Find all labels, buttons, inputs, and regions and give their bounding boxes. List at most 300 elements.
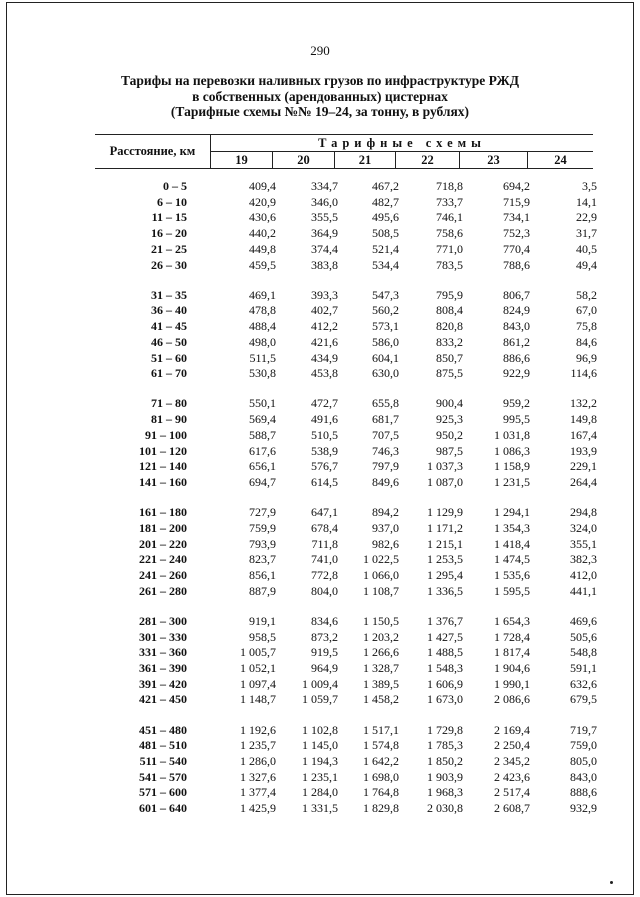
tariff-value-scheme-20: 1 331,5 bbox=[302, 801, 338, 815]
tariff-value-scheme-21: 849,6 bbox=[372, 474, 399, 489]
tariff-value-scheme-21: 1 517,1 bbox=[363, 722, 399, 737]
tariff-value-scheme-20: 1 235,1 bbox=[302, 769, 338, 784]
distance-range: 181 – 200 bbox=[139, 520, 187, 535]
tariff-value-scheme-22: 1 171,2 bbox=[427, 520, 463, 535]
table-row bbox=[7, 365, 634, 381]
distance-range: 141 – 160 bbox=[139, 474, 187, 489]
tariff-value-scheme-22: 1 129,9 bbox=[427, 505, 463, 520]
tariff-value-scheme-22: 1 673,0 bbox=[427, 692, 463, 707]
tariff-value-scheme-23: 1 990,1 bbox=[494, 676, 530, 691]
tariff-value-scheme-24: 22,9 bbox=[576, 210, 597, 225]
tariff-value-scheme-24: 264,4 bbox=[570, 474, 597, 489]
table-row bbox=[7, 769, 634, 785]
distance-range: 0 – 5 bbox=[163, 179, 187, 193]
table-row bbox=[7, 178, 634, 194]
tariff-value-scheme-22: 1 376,7 bbox=[427, 613, 463, 628]
tariff-value-scheme-20: 834,6 bbox=[311, 613, 338, 628]
tariff-value-scheme-22: 1 903,9 bbox=[427, 769, 463, 784]
tariff-value-scheme-22: 1 785,3 bbox=[427, 738, 463, 753]
tariff-value-scheme-23: 2 250,4 bbox=[494, 738, 530, 753]
title-line-3: (Тарифные схемы №№ 19–24, за тонну, в рублях) bbox=[170, 104, 470, 119]
distance-range: 61 – 70 bbox=[151, 366, 187, 381]
tariff-value-scheme-20: 1 009,4 bbox=[302, 676, 338, 691]
table-row bbox=[7, 318, 634, 334]
tariff-value-scheme-20: 711,8 bbox=[311, 536, 338, 551]
table-row bbox=[7, 629, 634, 645]
tariff-value-scheme-21: 586,0 bbox=[372, 334, 399, 349]
tariff-value-scheme-19: 550,1 bbox=[249, 396, 276, 411]
table-row bbox=[7, 443, 634, 459]
tariff-value-scheme-21: 1 574,8 bbox=[363, 738, 399, 753]
distance-range: 121 – 140 bbox=[139, 459, 187, 474]
table-row bbox=[7, 209, 634, 225]
tariff-schemes-header: Тарифные схемы bbox=[211, 135, 593, 152]
tariff-value-scheme-19: 1 286,0 bbox=[240, 753, 276, 768]
distance-range: 46 – 50 bbox=[151, 334, 187, 349]
tariff-value-scheme-19: 1 425,9 bbox=[240, 801, 276, 815]
tariff-value-scheme-19: 656,1 bbox=[249, 459, 276, 474]
tariff-value-scheme-24: 40,5 bbox=[576, 241, 597, 256]
tariff-value-scheme-20: 1 102,8 bbox=[302, 722, 338, 737]
tariff-value-scheme-21: 681,7 bbox=[372, 412, 399, 427]
tariff-value-scheme-22: 1 427,5 bbox=[427, 629, 463, 644]
table-row bbox=[7, 676, 634, 692]
distance-range: 301 – 330 bbox=[139, 629, 187, 644]
distance-range: 421 – 450 bbox=[139, 692, 187, 707]
tariff-value-scheme-21: 1 022,5 bbox=[363, 552, 399, 567]
tariff-value-scheme-22: 1 850,2 bbox=[427, 753, 463, 768]
tariff-value-scheme-22: 950,2 bbox=[436, 427, 463, 442]
tariff-value-scheme-22: 1 215,1 bbox=[427, 536, 463, 551]
tariff-value-scheme-19: 1 005,7 bbox=[240, 645, 276, 660]
tariff-value-scheme-24: 505,6 bbox=[570, 629, 597, 644]
tariff-value-scheme-20: 1 059,7 bbox=[302, 692, 338, 707]
tariff-value-scheme-21: 508,5 bbox=[372, 226, 399, 241]
tariff-value-scheme-20: 383,8 bbox=[311, 257, 338, 272]
tariff-value-scheme-20: 355,5 bbox=[311, 210, 338, 225]
distance-range: 481 – 510 bbox=[139, 738, 187, 753]
tariff-value-scheme-23: 770,4 bbox=[503, 241, 530, 256]
distance-range: 601 – 640 bbox=[139, 801, 187, 815]
distance-range: 6 – 10 bbox=[157, 194, 187, 209]
tariff-value-scheme-22: 1 488,5 bbox=[427, 645, 463, 660]
tariff-value-scheme-19: 449,8 bbox=[249, 241, 276, 256]
tariff-value-scheme-19: 511,5 bbox=[249, 350, 276, 365]
tariff-value-scheme-19: 478,8 bbox=[249, 303, 276, 318]
tariff-value-scheme-20: 334,7 bbox=[311, 179, 338, 193]
tariff-value-scheme-22: 820,8 bbox=[436, 319, 463, 334]
tariff-value-scheme-23: 1 418,4 bbox=[494, 536, 530, 551]
distance-range: 16 – 20 bbox=[151, 226, 187, 241]
tariff-value-scheme-23: 2 169,4 bbox=[494, 722, 530, 737]
tariff-value-scheme-24: 294,8 bbox=[570, 505, 597, 520]
tariff-value-scheme-20: 1 284,0 bbox=[302, 785, 338, 800]
tariff-value-scheme-20: 647,1 bbox=[311, 505, 338, 520]
table-row bbox=[7, 302, 634, 318]
tariff-value-scheme-21: 937,0 bbox=[372, 520, 399, 535]
scheme-header-24: 24 bbox=[554, 152, 567, 167]
tariff-value-scheme-22: 850,7 bbox=[436, 350, 463, 365]
distance-range: 201 – 220 bbox=[139, 536, 187, 551]
distance-range: 161 – 180 bbox=[139, 505, 187, 520]
tariff-value-scheme-23: 788,6 bbox=[503, 257, 530, 272]
tariff-value-scheme-22: 795,9 bbox=[436, 287, 463, 302]
table-row bbox=[7, 691, 634, 707]
table-row bbox=[7, 536, 634, 552]
tariff-value-scheme-21: 746,3 bbox=[372, 443, 399, 458]
title-line-1: Тарифы на перевозки наливных грузов по инфраструктуре РЖД bbox=[121, 73, 519, 88]
distance-column-header: Расстояние, км bbox=[95, 135, 211, 168]
tariff-value-scheme-19: 430,6 bbox=[249, 210, 276, 225]
tariff-value-scheme-23: 886,6 bbox=[503, 350, 530, 365]
tariff-value-scheme-20: 804,0 bbox=[311, 583, 338, 598]
tariff-value-scheme-24: 843,0 bbox=[570, 769, 597, 784]
table-row bbox=[7, 583, 634, 599]
table-row bbox=[7, 257, 634, 273]
tariff-value-scheme-20: 1 194,3 bbox=[302, 753, 338, 768]
table-row bbox=[7, 737, 634, 753]
tariff-value-scheme-21: 1 328,7 bbox=[363, 660, 399, 675]
tariff-value-scheme-24: 96,9 bbox=[576, 350, 597, 365]
tariff-value-scheme-23: 843,0 bbox=[503, 319, 530, 334]
tariff-value-scheme-21: 1 203,2 bbox=[363, 629, 399, 644]
tariff-value-scheme-23: 1 474,5 bbox=[494, 552, 530, 567]
distance-range: 281 – 300 bbox=[139, 613, 187, 628]
tariff-value-scheme-20: 772,8 bbox=[311, 567, 338, 582]
tariff-value-scheme-22: 808,4 bbox=[436, 303, 463, 318]
tariff-value-scheme-24: 14,1 bbox=[576, 194, 597, 209]
tariff-value-scheme-21: 495,6 bbox=[372, 210, 399, 225]
tariff-value-scheme-24: 548,8 bbox=[570, 645, 597, 660]
tariff-value-scheme-20: 421,6 bbox=[311, 334, 338, 349]
tariff-value-scheme-23: 1 654,3 bbox=[494, 613, 530, 628]
tariff-value-scheme-19: 694,7 bbox=[249, 474, 276, 489]
table-row bbox=[7, 520, 634, 536]
tariff-value-scheme-19: 459,5 bbox=[249, 257, 276, 272]
tariff-value-scheme-24: 58,2 bbox=[576, 287, 597, 302]
tariff-value-scheme-21: 1 829,8 bbox=[363, 801, 399, 815]
tariff-value-scheme-23: 959,2 bbox=[503, 396, 530, 411]
tariff-value-scheme-24: 84,6 bbox=[576, 334, 597, 349]
distance-range: 36 – 40 bbox=[151, 303, 187, 318]
tariff-value-scheme-24: 49,4 bbox=[576, 257, 597, 272]
table-row bbox=[7, 504, 634, 520]
tariff-value-scheme-22: 733,7 bbox=[436, 194, 463, 209]
tariff-value-scheme-22: 833,2 bbox=[436, 334, 463, 349]
tariff-value-scheme-22: 771,0 bbox=[436, 241, 463, 256]
distance-range: 21 – 25 bbox=[151, 241, 187, 256]
tariff-value-scheme-20: 538,9 bbox=[311, 443, 338, 458]
tariff-value-scheme-19: 409,4 bbox=[249, 179, 276, 193]
tariff-value-scheme-22: 1 253,5 bbox=[427, 552, 463, 567]
tariff-value-scheme-20: 741,0 bbox=[311, 552, 338, 567]
scheme-header-21: 21 bbox=[335, 152, 396, 168]
table-row bbox=[7, 644, 634, 660]
distance-range: 26 – 30 bbox=[151, 257, 187, 272]
tariff-value-scheme-19: 958,5 bbox=[249, 629, 276, 644]
distance-range: 91 – 100 bbox=[145, 427, 187, 442]
distance-range: 81 – 90 bbox=[151, 412, 187, 427]
distance-range: 41 – 45 bbox=[151, 319, 187, 334]
tariff-value-scheme-20: 393,3 bbox=[311, 287, 338, 302]
tariff-value-scheme-24: 932,9 bbox=[570, 801, 597, 815]
tariff-value-scheme-24: 632,6 bbox=[570, 676, 597, 691]
table-row bbox=[7, 784, 634, 800]
tariff-value-scheme-21: 547,3 bbox=[372, 287, 399, 302]
tariff-value-scheme-19: 856,1 bbox=[249, 567, 276, 582]
distance-range: 511 – 540 bbox=[139, 753, 187, 768]
tariff-value-scheme-21: 482,7 bbox=[372, 194, 399, 209]
tariff-value-scheme-21: 1 389,5 bbox=[363, 676, 399, 691]
tariff-value-scheme-20: 374,4 bbox=[311, 241, 338, 256]
table-row bbox=[7, 613, 634, 629]
tariff-value-scheme-21: 894,2 bbox=[372, 505, 399, 520]
tariff-value-scheme-20: 402,7 bbox=[311, 303, 338, 318]
tariff-value-scheme-19: 919,1 bbox=[249, 613, 276, 628]
tariff-value-scheme-19: 588,7 bbox=[249, 427, 276, 442]
tariff-value-scheme-24: 3,5 bbox=[582, 179, 597, 193]
tariff-value-scheme-22: 1 087,0 bbox=[427, 474, 463, 489]
tariff-value-scheme-22: 1 548,3 bbox=[427, 660, 463, 675]
tariff-value-scheme-21: 1 642,2 bbox=[363, 753, 399, 768]
table-row bbox=[7, 350, 634, 366]
tariff-value-scheme-24: 441,1 bbox=[570, 583, 597, 598]
tariff-value-scheme-21: 1 108,7 bbox=[363, 583, 399, 598]
tariff-value-scheme-20: 1 145,0 bbox=[302, 738, 338, 753]
tariff-value-scheme-19: 1 327,6 bbox=[240, 769, 276, 784]
tariff-value-scheme-20: 453,8 bbox=[311, 366, 338, 381]
distance-range: 571 – 600 bbox=[139, 785, 187, 800]
tariff-value-scheme-19: 488,4 bbox=[249, 319, 276, 334]
distance-range: 11 – 15 bbox=[151, 210, 187, 225]
tariff-value-scheme-22: 746,1 bbox=[436, 210, 463, 225]
tariff-value-scheme-23: 1 535,6 bbox=[494, 567, 530, 582]
tariff-value-scheme-23: 1 158,9 bbox=[494, 459, 530, 474]
table-row bbox=[7, 427, 634, 443]
scheme-header-19: 19 bbox=[211, 152, 273, 168]
tariff-value-scheme-24: 193,9 bbox=[570, 443, 597, 458]
tariff-value-scheme-23: 806,7 bbox=[503, 287, 530, 302]
title-line-2: в собственных (арендованных) цистернах bbox=[192, 88, 448, 104]
tariff-value-scheme-22: 1 295,4 bbox=[427, 567, 463, 582]
tariff-value-scheme-24: 759,0 bbox=[570, 738, 597, 753]
tariff-value-scheme-22: 2 030,8 bbox=[427, 801, 463, 815]
table-row bbox=[7, 722, 634, 738]
tariff-value-scheme-23: 824,9 bbox=[503, 303, 530, 318]
scheme-header-20: 20 bbox=[273, 152, 335, 168]
tariff-value-scheme-20: 614,5 bbox=[311, 474, 338, 489]
distance-range: 101 – 120 bbox=[139, 443, 187, 458]
tariff-value-scheme-22: 758,6 bbox=[436, 226, 463, 241]
tariff-value-scheme-21: 707,5 bbox=[372, 427, 399, 442]
tariff-value-scheme-19: 1 052,1 bbox=[240, 660, 276, 675]
tariff-value-scheme-20: 472,7 bbox=[311, 396, 338, 411]
table-row bbox=[7, 241, 634, 257]
distance-range: 51 – 60 bbox=[151, 350, 187, 365]
table-row bbox=[7, 660, 634, 676]
tariff-value-scheme-23: 1 595,5 bbox=[494, 583, 530, 598]
distance-range: 241 – 260 bbox=[139, 567, 187, 582]
table-row bbox=[7, 753, 634, 769]
tariff-value-scheme-23: 734,1 bbox=[503, 210, 530, 225]
tariff-value-scheme-23: 1 294,1 bbox=[494, 505, 530, 520]
tariff-value-scheme-20: 364,9 bbox=[311, 226, 338, 241]
document-title bbox=[7, 73, 633, 120]
table-row bbox=[7, 458, 634, 474]
tariff-value-scheme-19: 617,6 bbox=[249, 443, 276, 458]
tariff-value-scheme-23: 2 086,6 bbox=[494, 692, 530, 707]
tariff-value-scheme-23: 1 904,6 bbox=[494, 660, 530, 675]
tariff-value-scheme-22: 987,5 bbox=[436, 443, 463, 458]
tariff-value-scheme-20: 919,5 bbox=[311, 645, 338, 660]
scheme-header-23: 23 bbox=[460, 152, 528, 168]
table-row bbox=[7, 474, 634, 490]
tariff-value-scheme-22: 1 037,3 bbox=[427, 459, 463, 474]
tariff-value-scheme-22: 783,5 bbox=[436, 257, 463, 272]
tariff-value-scheme-23: 1 817,4 bbox=[494, 645, 530, 660]
tariff-value-scheme-22: 900,4 bbox=[436, 396, 463, 411]
tariff-value-scheme-19: 469,1 bbox=[249, 287, 276, 302]
table-row bbox=[7, 194, 634, 210]
tariff-value-scheme-19: 793,9 bbox=[249, 536, 276, 551]
tariff-value-scheme-24: 355,1 bbox=[570, 536, 597, 551]
distance-range: 31 – 35 bbox=[151, 287, 187, 302]
tariff-value-scheme-24: 719,7 bbox=[570, 722, 597, 737]
tariff-value-scheme-21: 467,2 bbox=[372, 179, 399, 193]
distance-range: 221 – 240 bbox=[139, 552, 187, 567]
tariff-value-scheme-21: 1 698,0 bbox=[363, 769, 399, 784]
tariff-value-scheme-19: 887,9 bbox=[249, 583, 276, 598]
tariff-value-scheme-24: 149,8 bbox=[570, 412, 597, 427]
distance-range: 261 – 280 bbox=[139, 583, 187, 598]
tariff-value-scheme-24: 324,0 bbox=[570, 520, 597, 535]
distance-range: 391 – 420 bbox=[139, 676, 187, 691]
tariff-value-scheme-19: 727,9 bbox=[249, 505, 276, 520]
distance-range: 541 – 570 bbox=[139, 769, 187, 784]
tariff-value-scheme-24: 132,2 bbox=[570, 396, 597, 411]
tariff-value-scheme-24: 888,6 bbox=[570, 785, 597, 800]
tariff-value-scheme-20: 576,7 bbox=[311, 459, 338, 474]
distance-range: 361 – 390 bbox=[139, 660, 187, 675]
scheme-header-22: 22 bbox=[396, 152, 460, 168]
tariff-value-scheme-24: 382,3 bbox=[570, 552, 597, 567]
tariff-value-scheme-23: 1 728,4 bbox=[494, 629, 530, 644]
tariff-value-scheme-19: 440,2 bbox=[249, 226, 276, 241]
tariff-value-scheme-21: 1 066,0 bbox=[363, 567, 399, 582]
tariff-value-scheme-21: 655,8 bbox=[372, 396, 399, 411]
tariff-value-scheme-24: 805,0 bbox=[570, 753, 597, 768]
table-row bbox=[7, 334, 634, 350]
tariff-value-scheme-19: 1 148,7 bbox=[240, 692, 276, 707]
tariff-value-scheme-19: 1 377,4 bbox=[240, 785, 276, 800]
tariff-value-scheme-24: 31,7 bbox=[576, 226, 597, 241]
tariff-value-scheme-21: 573,1 bbox=[372, 319, 399, 334]
tariff-value-scheme-21: 1 764,8 bbox=[363, 785, 399, 800]
tariff-value-scheme-24: 469,6 bbox=[570, 613, 597, 628]
tariff-value-scheme-19: 530,8 bbox=[249, 366, 276, 381]
table-row bbox=[7, 287, 634, 303]
tariff-value-scheme-23: 694,2 bbox=[503, 179, 530, 193]
tariff-value-scheme-21: 1 458,2 bbox=[363, 692, 399, 707]
table-row bbox=[7, 225, 634, 241]
table-header bbox=[95, 134, 593, 169]
tariff-value-scheme-21: 521,4 bbox=[372, 241, 399, 256]
tariff-value-scheme-22: 925,3 bbox=[436, 412, 463, 427]
page-number: 290 bbox=[310, 43, 330, 58]
tariff-value-scheme-19: 1 235,7 bbox=[240, 738, 276, 753]
tariff-value-scheme-20: 964,9 bbox=[311, 660, 338, 675]
tariff-value-scheme-19: 498,0 bbox=[249, 334, 276, 349]
table-row bbox=[7, 411, 634, 427]
tariff-value-scheme-23: 995,5 bbox=[503, 412, 530, 427]
tariff-value-scheme-24: 412,0 bbox=[570, 567, 597, 582]
tariff-value-scheme-23: 1 031,8 bbox=[494, 427, 530, 442]
tariff-value-scheme-21: 630,0 bbox=[372, 366, 399, 381]
distance-range: 331 – 360 bbox=[139, 645, 187, 660]
tariff-value-scheme-23: 2 517,4 bbox=[494, 785, 530, 800]
tariff-value-scheme-20: 873,2 bbox=[311, 629, 338, 644]
tariff-value-scheme-24: 229,1 bbox=[570, 459, 597, 474]
tariff-value-scheme-22: 1 968,3 bbox=[427, 785, 463, 800]
tariff-value-scheme-23: 1 086,3 bbox=[494, 443, 530, 458]
tariff-value-scheme-21: 982,6 bbox=[372, 536, 399, 551]
table-row bbox=[7, 800, 634, 816]
tariff-value-scheme-23: 1 354,3 bbox=[494, 520, 530, 535]
tariff-value-scheme-23: 2 345,2 bbox=[494, 753, 530, 768]
tariff-value-scheme-22: 1 336,5 bbox=[427, 583, 463, 598]
tariff-value-scheme-19: 1 192,6 bbox=[240, 722, 276, 737]
tariff-value-scheme-20: 346,0 bbox=[311, 194, 338, 209]
tariff-value-scheme-22: 1 606,9 bbox=[427, 676, 463, 691]
tariff-value-scheme-21: 534,4 bbox=[372, 257, 399, 272]
tariff-value-scheme-23: 861,2 bbox=[503, 334, 530, 349]
tariff-value-scheme-23: 2 608,7 bbox=[494, 801, 530, 815]
tariff-value-scheme-19: 1 097,4 bbox=[240, 676, 276, 691]
tariff-value-scheme-21: 1 266,6 bbox=[363, 645, 399, 660]
tariff-value-scheme-24: 679,5 bbox=[570, 692, 597, 707]
tariff-value-scheme-19: 823,7 bbox=[249, 552, 276, 567]
table-row bbox=[7, 551, 634, 567]
tariff-value-scheme-21: 604,1 bbox=[372, 350, 399, 365]
tariff-value-scheme-21: 1 150,5 bbox=[363, 613, 399, 628]
tariff-value-scheme-21: 560,2 bbox=[372, 303, 399, 318]
tariff-value-scheme-24: 67,0 bbox=[576, 303, 597, 318]
tariff-value-scheme-23: 715,9 bbox=[503, 194, 530, 209]
tariff-value-scheme-23: 1 231,5 bbox=[494, 474, 530, 489]
tariff-value-scheme-22: 1 729,8 bbox=[427, 722, 463, 737]
tariff-value-scheme-20: 434,9 bbox=[311, 350, 338, 365]
tariff-value-scheme-19: 759,9 bbox=[249, 520, 276, 535]
distance-range: 71 – 80 bbox=[151, 396, 187, 411]
table-row bbox=[7, 395, 634, 411]
tariff-value-scheme-24: 167,4 bbox=[570, 427, 597, 442]
tariff-value-scheme-20: 412,2 bbox=[311, 319, 338, 334]
tariff-value-scheme-22: 875,5 bbox=[436, 366, 463, 381]
table-row bbox=[7, 567, 634, 583]
tariff-value-scheme-24: 114,6 bbox=[570, 366, 597, 381]
document-page bbox=[6, 2, 634, 895]
tariff-value-scheme-20: 491,6 bbox=[311, 412, 338, 427]
page-speck bbox=[610, 881, 613, 884]
tariff-value-scheme-21: 797,9 bbox=[372, 459, 399, 474]
tariff-value-scheme-23: 922,9 bbox=[503, 366, 530, 381]
tariff-value-scheme-20: 510,5 bbox=[311, 427, 338, 442]
tariff-value-scheme-24: 591,1 bbox=[570, 660, 597, 675]
tariff-value-scheme-19: 420,9 bbox=[249, 194, 276, 209]
tariff-value-scheme-24: 75,8 bbox=[576, 319, 597, 334]
tariff-value-scheme-19: 569,4 bbox=[249, 412, 276, 427]
tariff-value-scheme-23: 752,3 bbox=[503, 226, 530, 241]
